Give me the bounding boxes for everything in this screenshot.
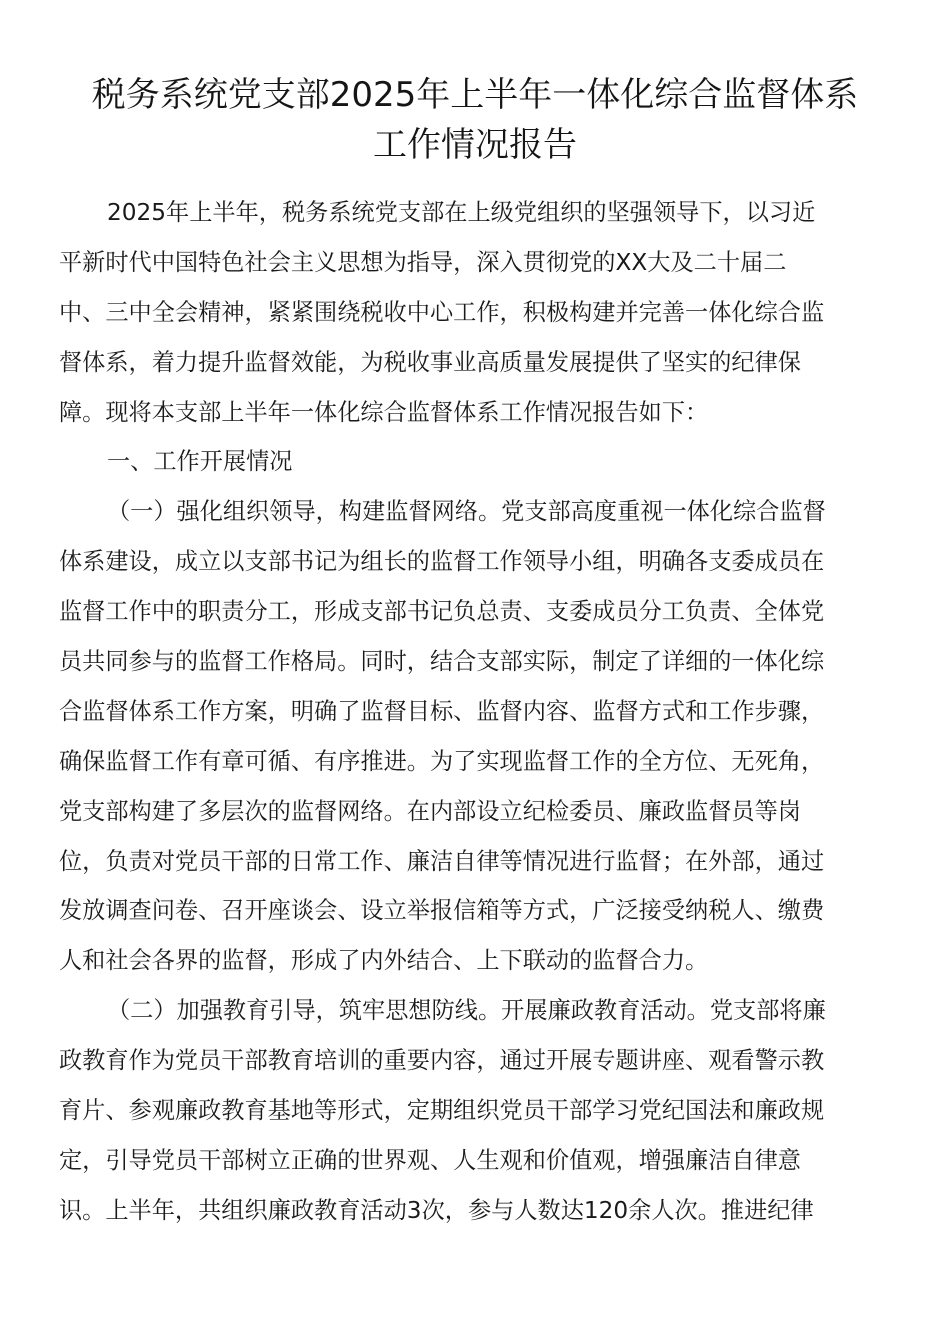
body-line: 2025年上半年，税务系统党支部在上级党组织的坚强领导下，以习近 [107,199,816,226]
body-line: 平新时代中国特色社会主义思想为指导，深入贯彻党的XX大及二十届二 [59,248,787,276]
body-line: 体系建设，成立以支部书记为组长的监督工作领导小组，明确各支委成员在 [59,548,825,576]
body-line: 定，引导党员干部树立正确的世界观、人生观和价值观，增强廉洁自律意 [59,1146,801,1174]
body-line: 障。现将本支部上半年一体化综合监督体系工作情况报告如下： [59,398,709,426]
body-line: 育片、参观廉政教育基地等形式，定期组织党员干部学习党纪国法和廉政规 [59,1097,825,1125]
body-line: 位，负责对党员干部的日常工作、廉洁自律等情况进行监督；在外部，通过 [59,847,825,875]
body-line: 党支部构建了多层次的监督网络。在内部设立纪检委员、廉政监督员等岗 [59,797,801,825]
body-line: （二）加强教育引导，筑牢思想防线。开展廉政教育活动。党支部将廉 [107,997,826,1025]
title-line-1: 税务系统党支部2025年上半年一体化综合监督体系 [91,75,859,115]
body-line: 发放调查问卷、召开座谈会、设立举报信箱等方式，广泛接受纳税人、缴费 [59,897,825,925]
body-line: 人和社会各界的监督，形成了内外结合、上下联动的监督合力。 [59,947,709,975]
body-line: 一、工作开展情况 [107,448,293,476]
document-body [59,188,889,1236]
body-line: 合监督体系工作方案，明确了监督目标、监督内容、监督方式和工作步骤， [59,697,825,725]
title-line-2: 工作情况报告 [373,125,577,165]
body-line: 督体系，着力提升监督效能，为税收事业高质量发展提供了坚实的纪律保 [59,348,801,376]
body-line: 员共同参与的监督工作格局。同时，结合支部实际，制定了详细的一体化综 [59,648,825,676]
body-line: 政教育作为党员干部教育培训的重要内容，通过开展专题讲座、观看警示教 [59,1047,825,1075]
body-line: 识。上半年，共组织廉政教育活动3次，参与人数达120余人次。推进纪律 [59,1196,814,1224]
document-title [40,70,910,170]
body-line: 中、三中全会精神，紧紧围绕税收中心工作，积极构建并完善一体化综合监 [59,298,825,326]
body-line: （一）强化组织领导，构建监督网络。党支部高度重视一体化综合监督 [107,498,826,526]
body-line: 确保监督工作有章可循、有序推进。为了实现监督工作的全方位、无死角， [59,747,825,775]
body-line: 监督工作中的职责分工，形成支部书记负总责、支委成员分工负责、全体党 [59,598,825,626]
